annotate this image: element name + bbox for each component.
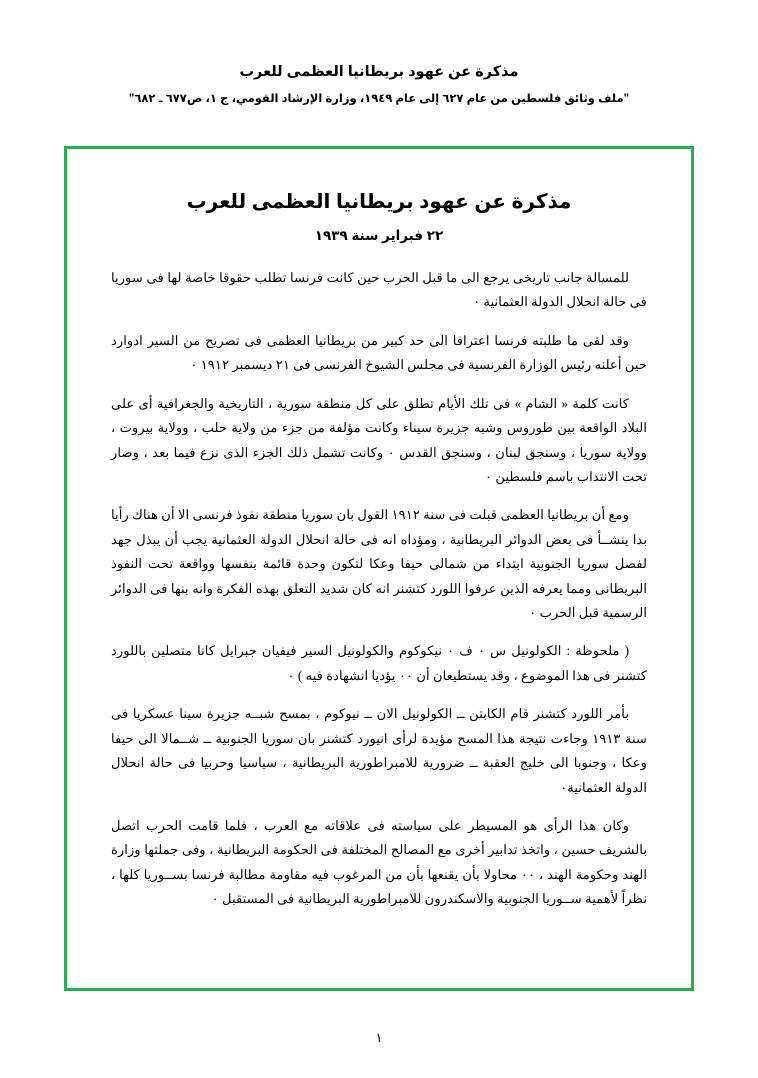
- document-paragraphs: [107, 266, 651, 912]
- document-date: ٢٢ فبراير سنة ١٩٣٩: [314, 228, 444, 243]
- document-title: مذكرة عن عهود بريطانيا العظمى للعرب: [186, 191, 572, 213]
- paragraph-7: وكان هذا الرأى هو المسيطر على سياسته فى علاقاته مع العرب ، فلما قامت الحرب اتصل بالشريف حسين ، واتخذ تدابير أخرى مع المصالح المختلفة فى الحكومة البريطانية ، وفى جملتها وزارة الهند وحكومة الهند ، ٠٠ محاولا بأن يقنعها بأن من المرغوب فيه مقاومة مطالبة فرنسا بســوريا كلها ، نظراً لأهمية ســوريا الجنوبية والاسكندرون للامبراطورية البريطانية فى المستقبل ٠: [111, 818, 647, 907]
- paragraph-4: ومع أن بريطانيا العظمى قبلت فى سنة ١٩١٢ القول بان سوريا منطقة نفوذ فرنسى الا أن هناك رأيا بدا ينشــأ فى بعض الدوائر البريطانية ، ومؤداه انه فى حالة انحلال الدولة العثمانية يجب أن يبذل جهد لفصل سوريا الجنوبية ابتداء من شمالى حيفا وعكا لتكون وحدة قائمة بنفسها وواقعة تحت النفوذ البريطانى ومما يعرفه الذين عرفوا اللورد كتشنر انه كان شديد التعلق بهذه الفكرة وانه بنها فى الدوائر الرسمية قبل الحرب ٠: [111, 507, 647, 621]
- header-source-citation: "ملف وثائق فلسطين من عام ٦٢٧ إلى عام ١٩٤٩، وزارة الإرشاد القومي، ج ١، ص٦٧٧ ـ ٦٨٢": [128, 93, 630, 106]
- paragraph-5-note: ( ملحوظة : الكولونيل س ٠ ف ٠ نيكوكوم والكولونيل السير فيفيان جبرايل كانا متصلين باللورد كتشنر فى هذا الموضوع ، وقد يستطيعان أن ٠٠ يؤديا انشهادة فيه ) ٠: [111, 643, 647, 683]
- paragraph-6: بأمر اللورد كتشنر قام الكابتن ــ الكولونيل الان ــ نيوكوم ، بمسح شبــه جزيرة سينا عسكريا فى سنة ١٩١٣ وجاءت نتيجة هذا المسح مؤيدة لرأى انيورد كتشنر بان سوريا الجنوبية ــ شــمالا الى حيفا وعكا ، وجنوبا الى خليج العقبة ــ ضرورية للامبراطورية البريطانية ، سياسيا وحربيا فى حالة انحلال الدولة العثمانية٠: [111, 706, 647, 795]
- document-body: [67, 149, 691, 988]
- page-number: ١: [375, 1030, 383, 1045]
- paragraph-3: كانت كلمة « الشام » فى تلك الأيام تطلق على كل منطقة سورية ، التاريخية والجغرافية أى على البلاد الواقعة بين طوروس وشبه جزيرة سيناء وكانت مؤلفة من جزء من ولاية حلب ، وولاية بيروت ، وولاية سوريا ، وسنجق لبنان ، وسنجق القدس ٠ وكانت تشمل ذلك الجزء الذى نزع فيما بعد ، وصار تحت الانتداب باسم فلسطين ٠: [111, 395, 647, 484]
- paragraph-2: وقد لقى ما طلبته فرنسا اعترافا الى حد كبير من بريطانيا العظمى فى تصريح من السير ادوارد حين أعلنه رئيس الوزارة الفرنسية فى مجلس الشيوخ الفرنسى فى ٢١ ديسمبر ١٩١٢ ٠: [111, 332, 647, 373]
- document-frame: [64, 146, 694, 991]
- page-header: [0, 0, 758, 105]
- paragraph-1: للمسالة جانب تاريخى يرجع الى ما قبل الحرب حين كانت فرنسا تطلب حقوقا خاصة لها فى سوريا فى حالة انحلال الدولة العثمانية ٠: [111, 270, 647, 310]
- header-title: مذكرة عن عهود بريطانيا العظمى للعرب: [239, 64, 519, 80]
